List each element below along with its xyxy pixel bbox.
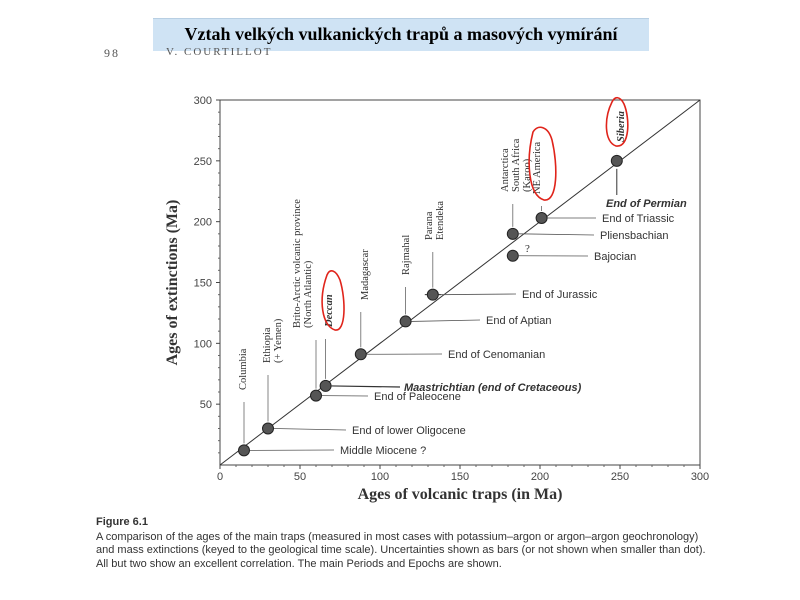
x-tick-label: 0 xyxy=(216,471,224,483)
extinction-label: End of Cenomanian xyxy=(448,349,546,361)
trap-label xyxy=(424,201,446,240)
data-point xyxy=(311,390,322,401)
trap-label-line: (North Atlantic) xyxy=(303,260,314,328)
data-point xyxy=(427,289,438,300)
trap-label-line: Etendeka xyxy=(435,200,446,240)
trap-label-line: NE America xyxy=(532,141,543,194)
data-point xyxy=(239,445,250,456)
trap-label xyxy=(292,199,314,328)
trap-label-line: Siberia xyxy=(616,111,627,142)
data-point xyxy=(536,213,547,224)
extinction-label: End of Permian xyxy=(606,198,687,210)
trap-label-line: Ethiopia xyxy=(262,327,273,363)
page-number: 98 xyxy=(104,46,120,60)
extinction-label: End of Triassic xyxy=(602,213,675,225)
trap-label-line: South Africa xyxy=(511,138,522,192)
extinction-leader-line xyxy=(332,386,400,387)
extinction-label: End of lower Oligocene xyxy=(352,425,466,437)
extinction-label: Bajocian xyxy=(594,251,637,263)
extinction-label: End of Jurassic xyxy=(522,289,598,301)
x-tick-label: 50 xyxy=(293,471,307,483)
trap-label-line: (Karoo) xyxy=(522,158,533,192)
x-tick-label: 100 xyxy=(370,471,390,483)
y-tick-label: 50 xyxy=(199,399,212,412)
extinction-leader-line xyxy=(519,234,594,235)
extinction-leader-line xyxy=(412,320,480,321)
x-tick-label: 150 xyxy=(450,471,470,483)
data-point xyxy=(400,316,411,327)
trap-label xyxy=(262,318,284,363)
trap-label-line: Madagascar xyxy=(360,249,371,300)
data-point xyxy=(507,228,518,239)
extinction-label: End of Paleocene xyxy=(374,391,461,403)
trap-label-line: (+ Yemen) xyxy=(273,318,284,363)
data-point xyxy=(611,155,622,166)
trap-label-line: Brito-Arctic volcanic province xyxy=(292,199,303,328)
trap-label xyxy=(532,141,543,194)
trap-label xyxy=(500,138,533,192)
figure-caption xyxy=(96,516,716,571)
extinction-label: Middle Miocene ? xyxy=(340,445,427,457)
extinction-leader-line xyxy=(439,294,516,295)
y-axis-label: Ages of extinctions (Ma) xyxy=(164,199,181,366)
x-axis-label: Ages of volcanic traps (in Ma) xyxy=(357,486,563,503)
trap-label-line: Parana xyxy=(424,211,435,240)
y-tick-label: 250 xyxy=(193,155,212,168)
caption-text: A comparison of the ages of the main traps (measured in most cases with potassium–argon or argon–argon geochronology) and mass extinctions (keyed to the geological time scale). Uncertainties shown as bars (or not shown when smaller than dot). All but two show an excellent correlation. The main Periods and Epochs are shown. xyxy=(96,530,706,570)
trap-label-line: Deccan xyxy=(324,294,335,327)
slide-title: Vztah velkých vulkanických trapů a masových vymírání xyxy=(184,24,618,44)
trap-label xyxy=(360,249,371,300)
data-point xyxy=(507,250,518,261)
data-point xyxy=(263,423,274,434)
extinction-label: Pliensbachian xyxy=(600,230,669,242)
data-point xyxy=(355,349,366,360)
trap-label-line: Columbia xyxy=(238,348,249,390)
trap-label-line: ? xyxy=(525,243,530,255)
caption-title: Figure 6.1 xyxy=(96,516,148,528)
extinction-label: Maastrichtian (end of Cretaceous) xyxy=(404,382,582,394)
y-tick-label: 150 xyxy=(193,277,212,290)
trap-label-line: Rajmahal xyxy=(401,234,412,275)
trap-label xyxy=(401,235,412,275)
y-tick-label: 300 xyxy=(193,95,212,107)
author-name: V. COURTILLOT xyxy=(166,46,273,58)
trap-label xyxy=(324,294,335,328)
x-tick-label: 300 xyxy=(690,471,710,483)
data-point xyxy=(320,380,331,391)
trap-label xyxy=(238,348,249,390)
trap-label-line: Antarctica xyxy=(500,148,511,192)
y-tick-label: 100 xyxy=(193,338,212,351)
x-tick-label: 200 xyxy=(530,471,550,483)
extinction-leader-line xyxy=(274,429,346,431)
x-tick-label: 250 xyxy=(610,471,630,483)
trap-label xyxy=(525,243,530,255)
extinction-label: End of Aptian xyxy=(486,315,552,327)
trap-label xyxy=(616,111,627,142)
y-tick-label: 200 xyxy=(193,216,212,229)
